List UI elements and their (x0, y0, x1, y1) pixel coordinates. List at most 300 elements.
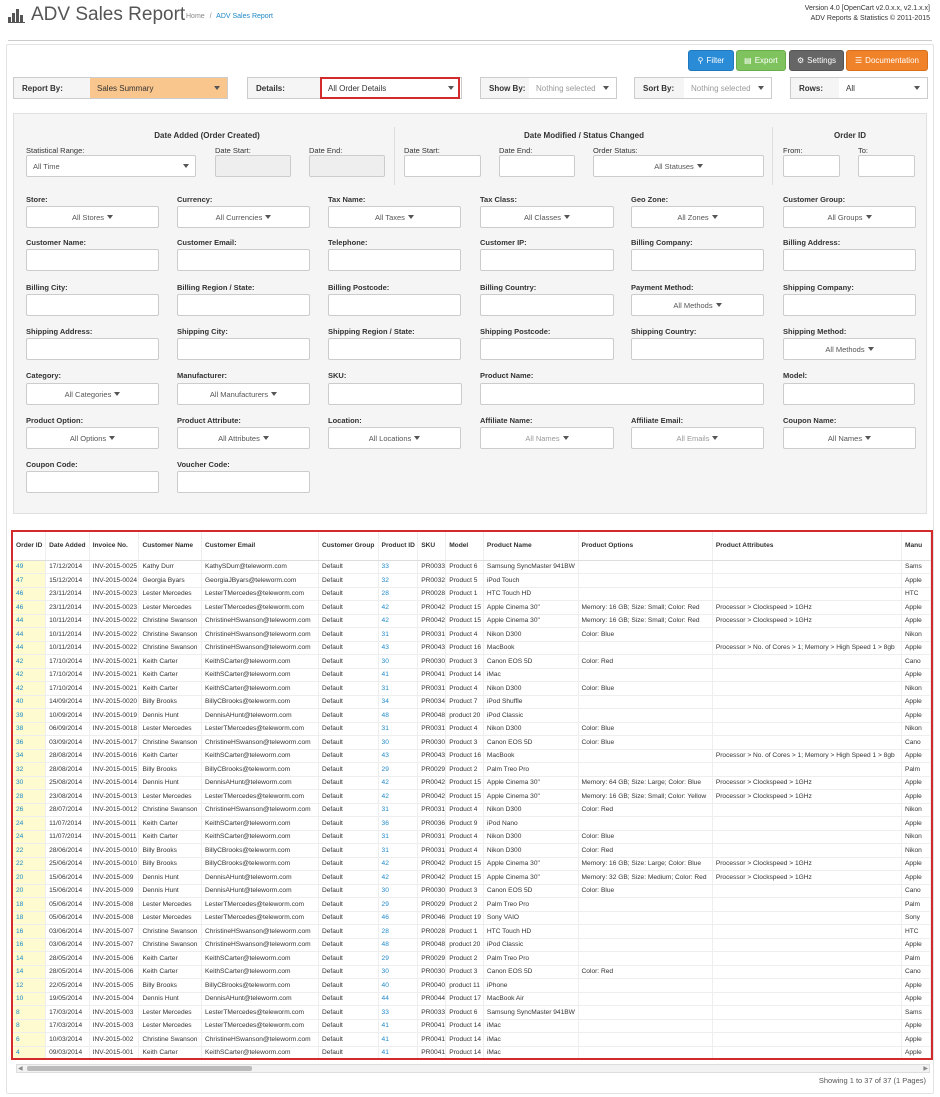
filter-label: Shipping Company: (783, 283, 854, 292)
filter-select[interactable] (783, 338, 916, 360)
caret-down-icon (564, 215, 570, 219)
table-cell[interactable]: 29 (378, 952, 418, 966)
table-cell: Apple (901, 1019, 930, 1033)
filter-select[interactable] (26, 427, 159, 449)
table-cell: Apple (901, 574, 930, 588)
manufacturer-select[interactable] (177, 383, 310, 405)
table-cell: Color: Blue (578, 628, 712, 642)
table-cell: Processor > Clockspeed > 1GHz (712, 614, 901, 628)
table-cell[interactable]: 20 (13, 884, 46, 898)
table-cell: Keith Carter (139, 668, 202, 682)
table-cell[interactable]: 14 (13, 965, 46, 979)
table-cell: Christine Swanson (139, 925, 202, 939)
table-cell: 15/12/2014 (46, 574, 90, 588)
table-cell: Product 9 (446, 817, 484, 831)
table-cell[interactable]: 48 (378, 709, 418, 723)
table-cell (712, 803, 901, 817)
table-cell: Default (318, 628, 378, 642)
table-cell (578, 587, 712, 601)
table-cell[interactable]: 30 (378, 965, 418, 979)
table-cell[interactable]: 30 (378, 884, 418, 898)
table-cell[interactable]: 28 (378, 587, 418, 601)
table-cell[interactable]: 34 (13, 749, 46, 763)
table-cell[interactable]: 31 (378, 830, 418, 844)
table-cell[interactable]: 30 (378, 655, 418, 669)
table-cell[interactable]: 4 (13, 1046, 46, 1060)
table-cell[interactable]: 41 (378, 1046, 418, 1060)
page-title-text: ADV Sales Report (31, 4, 186, 25)
table-cell (578, 1033, 712, 1047)
table-cell: Lester Mercedes (139, 790, 202, 804)
table-cell[interactable]: 32 (13, 763, 46, 777)
column-header[interactable]: Product ID (378, 532, 418, 560)
table-cell: 17/12/2014 (46, 560, 90, 574)
table-cell: Color: Blue (578, 830, 712, 844)
table-cell[interactable]: 43 (378, 749, 418, 763)
table-cell[interactable]: 36 (13, 736, 46, 750)
table-cell: DennisAHunt@teleworm.com (202, 776, 319, 790)
table-cell[interactable]: 22 (13, 844, 46, 858)
table-cell: Product 1 (446, 587, 484, 601)
table-cell: iMac (483, 668, 578, 682)
filter-label: Shipping Postcode: (480, 327, 551, 336)
filter-select[interactable] (26, 206, 159, 228)
column-header[interactable]: Product Attributes (712, 532, 901, 560)
rows-select[interactable] (839, 78, 927, 98)
filter-button[interactable] (688, 50, 734, 71)
table-cell (712, 898, 901, 912)
table-cell: Default (318, 1033, 378, 1047)
table-cell[interactable]: 42 (13, 668, 46, 682)
table-cell[interactable]: 33 (378, 1006, 418, 1020)
table-cell: 23/11/2014 (46, 587, 90, 601)
order-id-to-input[interactable] (858, 155, 915, 177)
table-cell: Georgia Byars (139, 574, 202, 588)
table-row (13, 695, 931, 709)
filter-label: Shipping Address: (26, 327, 93, 336)
column-header[interactable]: Invoice No. (89, 532, 139, 560)
show-by-select[interactable] (529, 78, 616, 98)
table-cell: PR0031 (418, 844, 446, 858)
category-select[interactable] (26, 383, 159, 405)
table-cell[interactable]: 31 (378, 682, 418, 696)
table-cell: Keith Carter (139, 655, 202, 669)
filter-select[interactable] (631, 206, 764, 228)
table-cell[interactable]: 31 (378, 628, 418, 642)
table-cell: Keith Carter (139, 952, 202, 966)
statistical-range-select[interactable] (26, 155, 196, 177)
table-cell: Nikon (901, 803, 930, 817)
date-modified-end-input[interactable] (499, 155, 575, 177)
table-cell[interactable]: 30 (13, 776, 46, 790)
table-cell: INV-2015-003 (89, 1006, 139, 1020)
filter-label: Telephone: (328, 238, 368, 247)
table-cell[interactable]: 46 (378, 911, 418, 925)
filter-input[interactable] (177, 294, 310, 316)
table-cell: PR0028 (418, 925, 446, 939)
table-cell[interactable]: 26 (13, 803, 46, 817)
product-name-label: Product Name: (480, 371, 534, 380)
table-cell: Default (318, 1019, 378, 1033)
table-cell (712, 830, 901, 844)
table-cell (712, 1006, 901, 1020)
table-cell[interactable]: 42 (378, 601, 418, 615)
version-info (805, 4, 930, 24)
filter-label: Affiliate Email: (631, 416, 684, 425)
column-header[interactable]: Manu (901, 532, 930, 560)
table-cell[interactable]: 42 (13, 655, 46, 669)
table-cell[interactable]: 18 (13, 898, 46, 912)
table-cell[interactable]: 31 (378, 844, 418, 858)
table-cell: 22/05/2014 (46, 979, 90, 993)
column-header[interactable]: Date Added (46, 532, 90, 560)
table-cell: Default (318, 803, 378, 817)
filter-input[interactable] (631, 338, 764, 360)
table-cell (712, 736, 901, 750)
rows-value: All (846, 83, 855, 93)
table-cell: Product 17 (446, 992, 484, 1006)
caret-down-icon (603, 86, 609, 90)
table-cell: PR0031 (418, 722, 446, 736)
table-cell[interactable]: 46 (13, 601, 46, 615)
table-cell: HTC Touch HD (483, 587, 578, 601)
table-cell: Default (318, 817, 378, 831)
table-cell[interactable]: 8 (13, 1019, 46, 1033)
table-cell[interactable]: 6 (13, 1033, 46, 1047)
table-cell[interactable]: 34 (378, 695, 418, 709)
statistical-range-label: Statistical Range: (26, 146, 85, 155)
table-cell: PR0042 (418, 776, 446, 790)
table-cell[interactable]: 10 (13, 992, 46, 1006)
date-modified-start-input[interactable] (404, 155, 481, 177)
coupon-code-input[interactable] (26, 471, 159, 493)
table-cell: PR0029 (418, 952, 446, 966)
date-added-end-input[interactable] (309, 155, 385, 177)
filter-select[interactable] (480, 206, 614, 228)
search-icon: ⚲ (697, 56, 704, 65)
table-row (13, 641, 931, 655)
table-cell: KeithSCarter@teleworm.com (202, 817, 319, 831)
table-row (13, 803, 931, 817)
table-cell[interactable]: 31 (378, 722, 418, 736)
export-button[interactable] (736, 50, 786, 71)
table-cell[interactable]: 40 (378, 979, 418, 993)
table-cell: Memory: 32 GB; Size: Medium; Color: Red (578, 871, 712, 885)
table-cell[interactable]: 18 (13, 911, 46, 925)
table-cell[interactable]: 41 (378, 1033, 418, 1047)
table-cell: 28/05/2014 (46, 965, 90, 979)
group-divider (772, 127, 773, 185)
arrow-left-icon[interactable]: ◀ (18, 1066, 23, 1072)
table-cell: 28/08/2014 (46, 749, 90, 763)
filter-select[interactable] (177, 427, 310, 449)
filter-input[interactable] (26, 294, 159, 316)
table-row (13, 709, 931, 723)
filter-select-value: All Names (525, 433, 560, 443)
table-cell (578, 979, 712, 993)
table-row (13, 776, 931, 790)
breadcrumb-home[interactable]: Home (186, 13, 205, 20)
caret-down-icon (408, 215, 414, 219)
arrow-right-icon[interactable]: ▶ (923, 1066, 928, 1072)
table-cell: INV-2015-0017 (89, 736, 139, 750)
table-cell: 15/06/2014 (46, 884, 90, 898)
table-cell: Product 4 (446, 628, 484, 642)
table-cell[interactable]: 33 (378, 560, 418, 574)
column-header[interactable]: Product Name (483, 532, 578, 560)
table-row (13, 1033, 931, 1047)
table-cell: 10/03/2014 (46, 1033, 90, 1047)
table-cell: 03/06/2014 (46, 925, 90, 939)
table-cell: Billy Brooks (139, 695, 202, 709)
table-cell: Palm (901, 952, 930, 966)
scrollbar-thumb[interactable] (27, 1066, 252, 1071)
table-cell[interactable]: 41 (378, 1019, 418, 1033)
table-cell[interactable]: 16 (13, 938, 46, 952)
table-cell: 28/07/2014 (46, 803, 90, 817)
table-cell[interactable]: 30 (378, 736, 418, 750)
model-input[interactable] (783, 383, 915, 405)
table-cell: INV-2015-004 (89, 992, 139, 1006)
table-cell[interactable]: 36 (378, 817, 418, 831)
table-cell[interactable]: 44 (13, 614, 46, 628)
table-cell (578, 695, 712, 709)
table-cell: Default (318, 790, 378, 804)
page-title (8, 4, 185, 26)
table-cell: Nikon D300 (483, 844, 578, 858)
table-cell: LesterTMercedes@teleworm.com (202, 587, 319, 601)
table-cell[interactable]: 29 (378, 898, 418, 912)
table-cell[interactable]: 43 (378, 641, 418, 655)
table-cell[interactable]: 38 (13, 722, 46, 736)
table-cell (712, 722, 901, 736)
table-cell[interactable]: 39 (13, 709, 46, 723)
table-cell: Cano (901, 965, 930, 979)
table-cell: Default (318, 682, 378, 696)
table-row (13, 938, 931, 952)
table-cell: iMac (483, 1033, 578, 1047)
table-cell[interactable]: 14 (13, 952, 46, 966)
table-cell: 05/06/2014 (46, 911, 90, 925)
horizontal-scrollbar[interactable] (16, 1064, 930, 1073)
table-cell[interactable]: 44 (378, 992, 418, 1006)
table-cell: PR0042 (418, 614, 446, 628)
table-cell[interactable]: 42 (378, 871, 418, 885)
table-cell[interactable]: 47 (13, 574, 46, 588)
filter-input[interactable] (328, 249, 461, 271)
table-cell[interactable]: 20 (13, 871, 46, 885)
table-cell[interactable]: 41 (378, 668, 418, 682)
table-cell[interactable]: 29 (378, 763, 418, 777)
table-cell: DennisAHunt@teleworm.com (202, 871, 319, 885)
table-cell[interactable]: 46 (13, 587, 46, 601)
documentation-button-label: Documentation (865, 56, 919, 65)
report-by-select[interactable] (90, 78, 227, 98)
filter-select-value: All Taxes (375, 212, 405, 222)
table-cell: HTC Touch HD (483, 925, 578, 939)
table-cell[interactable]: 28 (13, 790, 46, 804)
table-cell[interactable]: 12 (13, 979, 46, 993)
table-cell: Color: Red (578, 803, 712, 817)
table-cell[interactable]: 31 (378, 803, 418, 817)
filter-button-label: Filter (706, 56, 725, 65)
table-cell: PR0032 (418, 574, 446, 588)
table-cell: iMac (483, 1046, 578, 1060)
filter-input[interactable] (480, 338, 614, 360)
sku-input[interactable] (328, 383, 462, 405)
breadcrumb-current[interactable]: ADV Sales Report (216, 13, 273, 20)
table-cell[interactable]: 49 (13, 560, 46, 574)
table-cell: iPod Shuffle (483, 695, 578, 709)
table-cell: Christine Swanson (139, 938, 202, 952)
column-header[interactable]: Customer Group (318, 532, 378, 560)
table-cell[interactable]: 48 (378, 938, 418, 952)
sort-by-select[interactable] (684, 78, 771, 98)
table-cell: Keith Carter (139, 749, 202, 763)
sort-by-label: Sort By: (643, 83, 675, 93)
filter-input[interactable] (783, 294, 916, 316)
table-cell: KathySDurr@teleworm.com (202, 560, 319, 574)
table-cell: Apple (901, 1033, 930, 1047)
caret-down-icon (758, 86, 764, 90)
documentation-button[interactable] (846, 50, 928, 71)
table-cell (712, 911, 901, 925)
table-cell: Color: Red (578, 655, 712, 669)
table-cell: Apple (901, 709, 930, 723)
settings-button[interactable] (789, 50, 844, 71)
table-cell (712, 844, 901, 858)
table-cell: Keith Carter (139, 830, 202, 844)
table-cell: Product 2 (446, 763, 484, 777)
filter-select[interactable] (631, 427, 764, 449)
gear-icon: ⚙ (796, 56, 805, 65)
table-row (13, 587, 931, 601)
table-cell: Nikon (901, 682, 930, 696)
filter-input[interactable] (26, 338, 159, 360)
order-id-from-input[interactable] (783, 155, 840, 177)
caret-down-icon (716, 303, 722, 307)
table-cell: Dennis Hunt (139, 709, 202, 723)
filter-input[interactable] (328, 294, 461, 316)
filter-input[interactable] (328, 338, 461, 360)
product-name-input[interactable] (480, 383, 764, 405)
caret-down-icon (865, 436, 871, 440)
table-cell[interactable]: 16 (13, 925, 46, 939)
breadcrumb (186, 13, 273, 20)
column-header[interactable]: Order ID (13, 532, 46, 560)
table-cell: iPod Classic (483, 709, 578, 723)
caret-down-icon (868, 347, 874, 351)
table-cell: PR0031 (418, 803, 446, 817)
table-cell: 10/11/2014 (46, 628, 90, 642)
column-header[interactable]: Model (446, 532, 484, 560)
table-cell: Sams (901, 1006, 930, 1020)
table-cell[interactable]: 40 (13, 695, 46, 709)
table-row (13, 601, 931, 615)
table-cell[interactable]: 32 (378, 574, 418, 588)
filter-select[interactable] (328, 206, 461, 228)
column-header[interactable]: Customer Name (139, 532, 202, 560)
table-cell[interactable]: 42 (378, 857, 418, 871)
table-cell: Default (318, 709, 378, 723)
table-row (13, 871, 931, 885)
table-row (13, 790, 931, 804)
table-cell[interactable]: 24 (13, 830, 46, 844)
table-cell: INV-2015-0021 (89, 655, 139, 669)
table-cell: Product 3 (446, 965, 484, 979)
column-header[interactable]: Product Options (578, 532, 712, 560)
table-cell: Color: Red (578, 844, 712, 858)
filter-select-value: All Groups (827, 212, 863, 222)
table-cell[interactable]: 44 (13, 641, 46, 655)
filter-input[interactable] (783, 249, 916, 271)
filter-select[interactable] (177, 206, 310, 228)
filter-select[interactable] (783, 206, 916, 228)
table-cell: 05/06/2014 (46, 898, 90, 912)
date-modified-heading: Date Modified / Status Changed (523, 131, 644, 140)
column-header[interactable]: Customer Email (202, 532, 319, 560)
table-cell: Apple (901, 857, 930, 871)
table-cell (578, 992, 712, 1006)
table-cell: Apple (901, 1046, 930, 1060)
filter-input[interactable] (26, 249, 159, 271)
filter-input[interactable] (631, 249, 764, 271)
table-cell: Lester Mercedes (139, 722, 202, 736)
table-cell[interactable]: 42 (378, 790, 418, 804)
filter-input[interactable] (480, 249, 614, 271)
table-cell[interactable]: 42 (378, 776, 418, 790)
table-cell[interactable]: 42 (378, 614, 418, 628)
table-cell[interactable]: 22 (13, 857, 46, 871)
table-cell (578, 898, 712, 912)
table-cell: Memory: 16 GB; Size: Small; Color: Yellow (578, 790, 712, 804)
table-cell: Color: Blue (578, 736, 712, 750)
column-header[interactable]: SKU (418, 532, 446, 560)
date-added-start-input[interactable] (215, 155, 291, 177)
table-cell: PR0042 (418, 857, 446, 871)
filter-input[interactable] (480, 294, 614, 316)
table-cell: Lester Mercedes (139, 601, 202, 615)
table-cell: Color: Blue (578, 884, 712, 898)
order-status-select[interactable] (593, 155, 764, 177)
table-cell: Default (318, 884, 378, 898)
filter-select[interactable] (328, 427, 461, 449)
filter-input[interactable] (177, 338, 310, 360)
table-cell (578, 817, 712, 831)
table-cell[interactable]: 44 (13, 628, 46, 642)
table-cell: INV-2015-0011 (89, 830, 139, 844)
table-cell (578, 560, 712, 574)
table-cell: 10/09/2014 (46, 709, 90, 723)
table-cell: 25/08/2014 (46, 776, 90, 790)
table-cell: Sams (901, 560, 930, 574)
table-cell: Apple (901, 979, 930, 993)
table-cell[interactable]: 24 (13, 817, 46, 831)
table-cell[interactable]: 8 (13, 1006, 46, 1020)
filter-select[interactable] (631, 294, 764, 316)
table-cell: Sony VAIO (483, 911, 578, 925)
filter-select-value: All Classes (523, 212, 562, 222)
voucher-code-input[interactable] (177, 471, 310, 493)
table-cell: Canon EOS 5D (483, 736, 578, 750)
table-cell[interactable]: 42 (13, 682, 46, 696)
filter-select[interactable] (480, 427, 614, 449)
table-cell: iPhone (483, 979, 578, 993)
table-cell[interactable]: 28 (378, 925, 418, 939)
table-cell (712, 992, 901, 1006)
filter-input[interactable] (177, 249, 310, 271)
filter-select[interactable] (783, 427, 916, 449)
